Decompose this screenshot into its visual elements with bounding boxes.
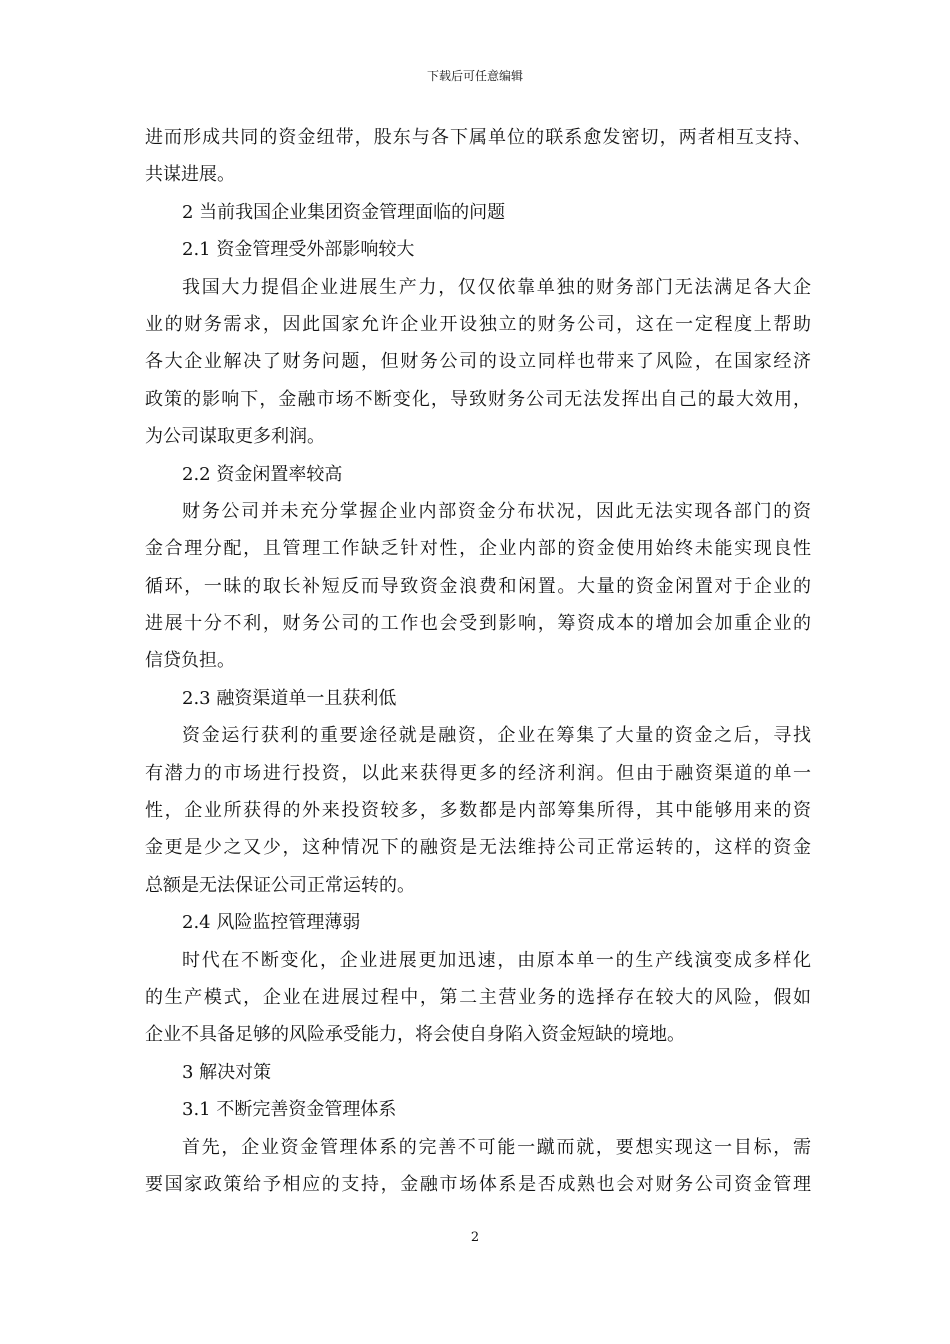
- paragraph-line: 总额是无法保证公司正常运转的。: [145, 874, 415, 896]
- paragraph-line: 企业不具备足够的风险承受能力，将会使自身陷入资金短缺的境地。: [145, 1024, 685, 1046]
- paragraph-line: 首先，企业资金管理体系的完善不可能一蹴而就，要想实现这一目标，需: [182, 1136, 811, 1158]
- section-heading: 3 解决对策: [182, 1061, 272, 1083]
- paragraph-line: 政策的影响下，金融市场不断变化，导致财务公司无法发挥出自己的最大效用，: [145, 388, 811, 410]
- paragraph-line: 信贷负担。: [145, 650, 235, 672]
- paragraph-line: 各大企业解决了财务问题，但财务公司的设立同样也带来了风险，在国家经济: [145, 351, 811, 373]
- subsection-heading: 2.1 资金管理受外部影响较大: [182, 239, 415, 261]
- section-heading: 2 当前我国企业集团资金管理面临的问题: [182, 201, 506, 223]
- document-body: [145, 119, 811, 1203]
- paragraph-line: 循环，一昧的取长补短反而导致资金浪费和闲置。大量的资金闲置对于企业的: [145, 575, 811, 597]
- paragraph-line: 我国大力提倡企业进展生产力，仅仅依靠单独的财务部门无法满足各大企: [182, 276, 811, 298]
- paragraph-line: 要国家政策给予相应的支持，金融市场体系是否成熟也会对财务公司资金管理: [145, 1173, 811, 1195]
- paragraph-line: 财务公司并未充分掌握企业内部资金分布状况，因此无法实现各部门的资: [182, 500, 811, 522]
- paragraph-line: 金合理分配，且管理工作缺乏针对性，企业内部的资金使用始终未能实现良性: [145, 538, 811, 560]
- body-line: 进而形成共同的资金纽带，股东与各下属单位的联系愈发密切，两者相互支持、: [145, 127, 811, 148]
- subsection-heading: 2.4 风险监控管理薄弱: [182, 912, 361, 934]
- page-header: 下载后可任意编辑: [426, 69, 523, 83]
- paragraph-line: 业的财务需求，因此国家允许企业开设独立的财务公司，这在一定程度上帮助: [145, 313, 811, 335]
- paragraph-line: 资金运行获利的重要途径就是融资，企业在筹集了大量的资金之后，寻找: [182, 725, 811, 747]
- paragraph-line: 有潜力的市场进行投资，以此来获得更多的经济利润。但由于融资渠道的单一: [145, 762, 811, 784]
- subsection-heading: 2.2 资金闲置率较高: [182, 463, 343, 485]
- subsection-heading: 3.1 不断完善资金管理体系: [182, 1099, 397, 1121]
- paragraph-line: 为公司谋取更多利润。: [145, 426, 325, 448]
- paragraph-line: 性，企业所获得的外来投资较多，多数都是内部筹集所得，其中能够用来的资: [145, 800, 811, 822]
- page-number: 2: [470, 1230, 480, 1245]
- body-line: 共谋进展。: [145, 164, 235, 186]
- paragraph-line: 进展十分不利，财务公司的工作也会受到影响，筹资成本的增加会加重企业的: [145, 613, 811, 635]
- paragraph-line: 金更是少之又少，这种情况下的融资是无法维持公司正常运转的，这样的资金: [145, 837, 811, 859]
- paragraph-line: 时代在不断变化，企业进展更加迅速，由原本单一的生产线演变成多样化: [182, 949, 811, 971]
- subsection-heading: 2.3 融资渠道单一且获利低: [182, 687, 397, 709]
- paragraph-line: 的生产模式，企业在进展过程中，第二主营业务的选择存在较大的风险，假如: [145, 986, 811, 1008]
